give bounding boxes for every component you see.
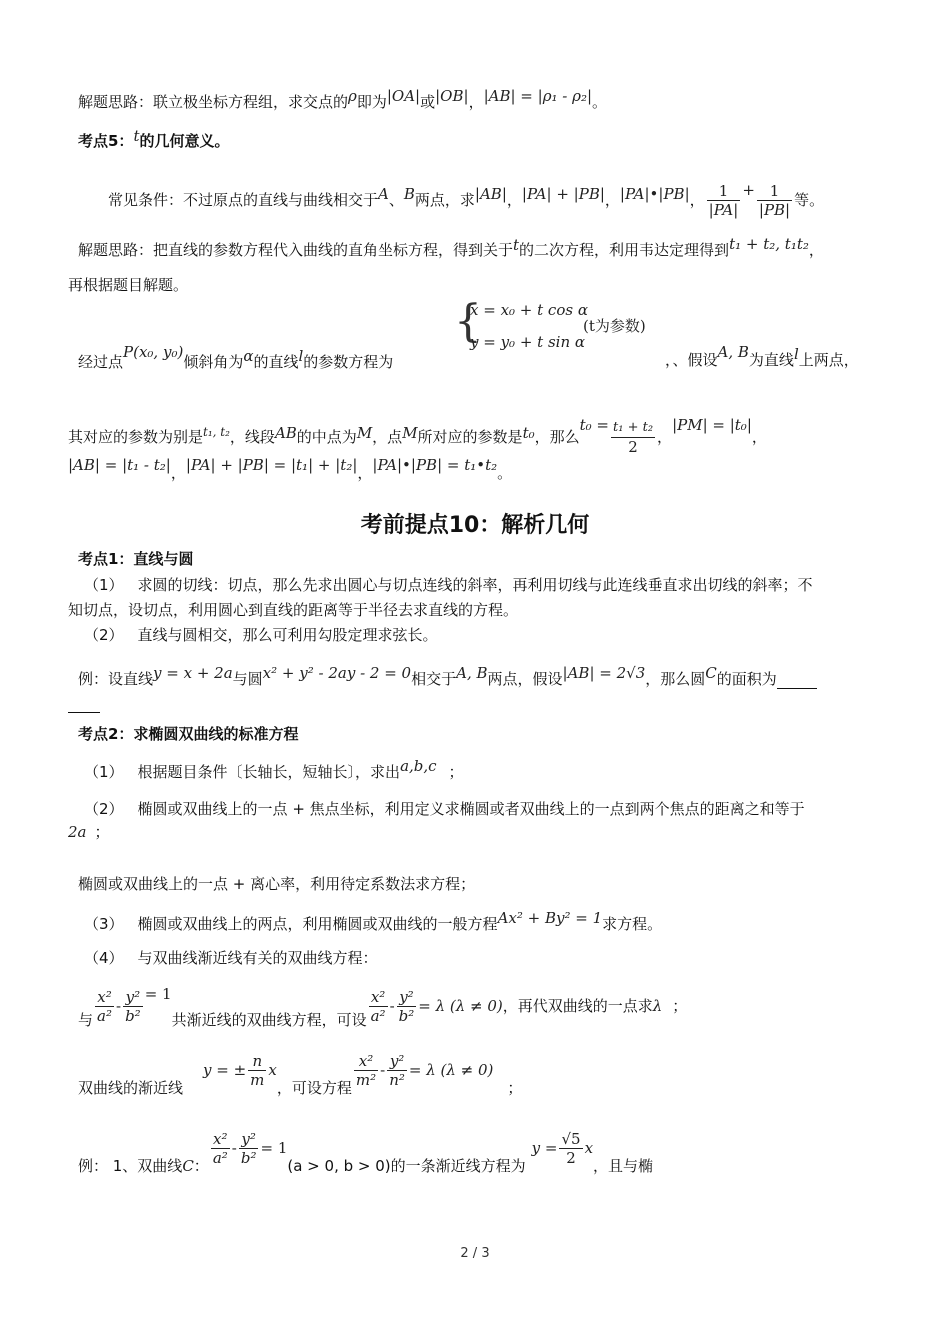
kd2-item3: （3） 椭圆或双曲线上的两点，利用椭圆或双曲线的一般方程Ax² + By² = 1求方程。	[84, 909, 663, 933]
solution-idea-cont: 再根据题目解题。	[68, 276, 189, 294]
kd1-item1-line2: 知切点，设切点，利用圆心到直线的距离等于半径去求直线的方程。	[68, 601, 519, 619]
kd2-item2: （2） 椭圆或双曲线上的一点 + 焦点坐标，利用定义求椭圆或者双曲线上的一点到两个焦点的距离之和等于	[84, 800, 805, 818]
solution-idea-polar: 解题思路：联立极坐标方程组，求交点的ρ即为|OA|或|OB|，|AB| = |ρ₁ - ρ₂|。	[78, 87, 608, 111]
section-title: 考前提点10：解析几何	[360, 513, 590, 538]
frac-t1-plus-t2: $\frac{\text{t₁ + t₂}}{2}$	[613, 420, 654, 456]
math-rho: ρ	[348, 87, 357, 105]
kd2-item1: （1） 根据题目条件〔长轴长，短轴长〕，求出a,b,c ；	[84, 757, 464, 781]
param-line-text-2: ，、假设A, B为直线l上两点，	[665, 343, 859, 369]
param-note: (t为参数)	[583, 317, 646, 335]
kaodian2-heading: 考点2：求椭圆双曲线的标准方程	[78, 725, 299, 743]
page-number: 2 / 3	[460, 1246, 490, 1261]
kd1-item1-line1: （1） 求圆的切线：切点，那么先求出圆心与切点连线的斜率，再利用切线与此连线垂直求出切线的斜率；不	[84, 576, 813, 594]
common-asymptote: 与 $\frac{\text{x²}}{\text{a²}}$ - $\frac{\text{y²}}{\text{b²}}$ = 1共渐近线的双曲线方程，可设 $\frac{\text{x²}}{\text{a²}}$ - $\frac{\text{y²}}{\text{b²}}$ = λ (λ ≠ 0)，再代双曲线的一点求λ ；	[78, 985, 688, 1029]
example-hyperbola: 例： 1、双曲线C： $\frac{\text{x²}}{\text{a²}}$ - $\frac{\text{y²}}{\text{b²}}$ = 1(a > 0, b > 0)的一条渐近线方程为y = $\frac{√5}{2}$ x，且与椭	[78, 1130, 654, 1175]
kd1-item2: （2） 直线与圆相交，那么可利用勾股定理求弦长。	[84, 626, 438, 644]
kd2-item2-cont: 2a ；	[68, 823, 110, 841]
asymptote-line: 双曲线的渐近线y = ± $\frac{n}{m}$ x，可设方程 $\frac{\text{x²}}{\text{m²}}$ - $\frac{\text{y²}}{\text{n²}}$ = λ (λ ≠ 0)；	[78, 1052, 523, 1097]
frac-1-PA: $\frac{1}{|PA|}$	[708, 182, 739, 219]
math-OA: |OA|	[386, 87, 421, 105]
answer-blank-cont	[68, 712, 100, 713]
corresponding-params: 其对应的参数为别是$^{t_1, t_2}$，线段AB的中点为M，点M所对应的参数是t₀，那么t₀ = $\frac{\text{t₁ + t₂}}{2}$ ，|PM| = |t₀|，	[68, 416, 767, 456]
kd1-example: 例：设直线y = x + 2a与圆x² + y² - 2ay - 2 = 0相交于A, B两点，假设|AB| = 2√3，那么圆C的面积为	[78, 663, 817, 689]
answer-blank[interactable]	[777, 674, 817, 689]
frac-1-PB: $\frac{1}{|PB|}$	[758, 182, 791, 219]
param-eq-y: y = y₀ + t sin α	[470, 333, 586, 351]
kaodian5-heading: 考点5：t的几何意义。	[78, 127, 230, 150]
kaodian1-heading: 考点1：直线与圆	[78, 550, 194, 568]
common-conditions: 常见条件：不过原点的直线与曲线相交于A、B两点，求|AB|，|PA| + |PB|，|PA|•|PB|， $\frac{1}{|PA|}$ + $\frac{1}{|PB|}$ 等。	[108, 181, 825, 219]
kd2-item4: （4） 与双曲线渐近线有关的双曲线方程：	[84, 949, 378, 967]
param-line-text: 经过点P(x₀, y₀)倾斜角为α的直线l的参数方程为	[78, 343, 394, 371]
math-OB: |OB|	[435, 87, 469, 105]
param-results: |AB| = |t₁ - t₂|，|PA| + |PB| = |t₁| + |t₂|，|PA|•|PB| = t₁•t₂。	[68, 456, 513, 482]
kd2-item2-b: 椭圆或双曲线上的一点 + 离心率，利用待定系数法求方程；	[78, 875, 476, 893]
param-eq-x: x = x₀ + t cos α	[470, 301, 588, 319]
math-P0: P(x₀, y₀)	[123, 343, 184, 361]
solution-idea-param: 解题思路：把直线的参数方程代入曲线的直角坐标方程，得到关于t的二次方程，利用韦达定理得到t₁ + t₂, t₁t₂，	[78, 235, 824, 259]
math-AB-rho: |AB| = |ρ₁ - ρ₂|	[483, 87, 593, 105]
brace-icon: {	[454, 296, 482, 347]
